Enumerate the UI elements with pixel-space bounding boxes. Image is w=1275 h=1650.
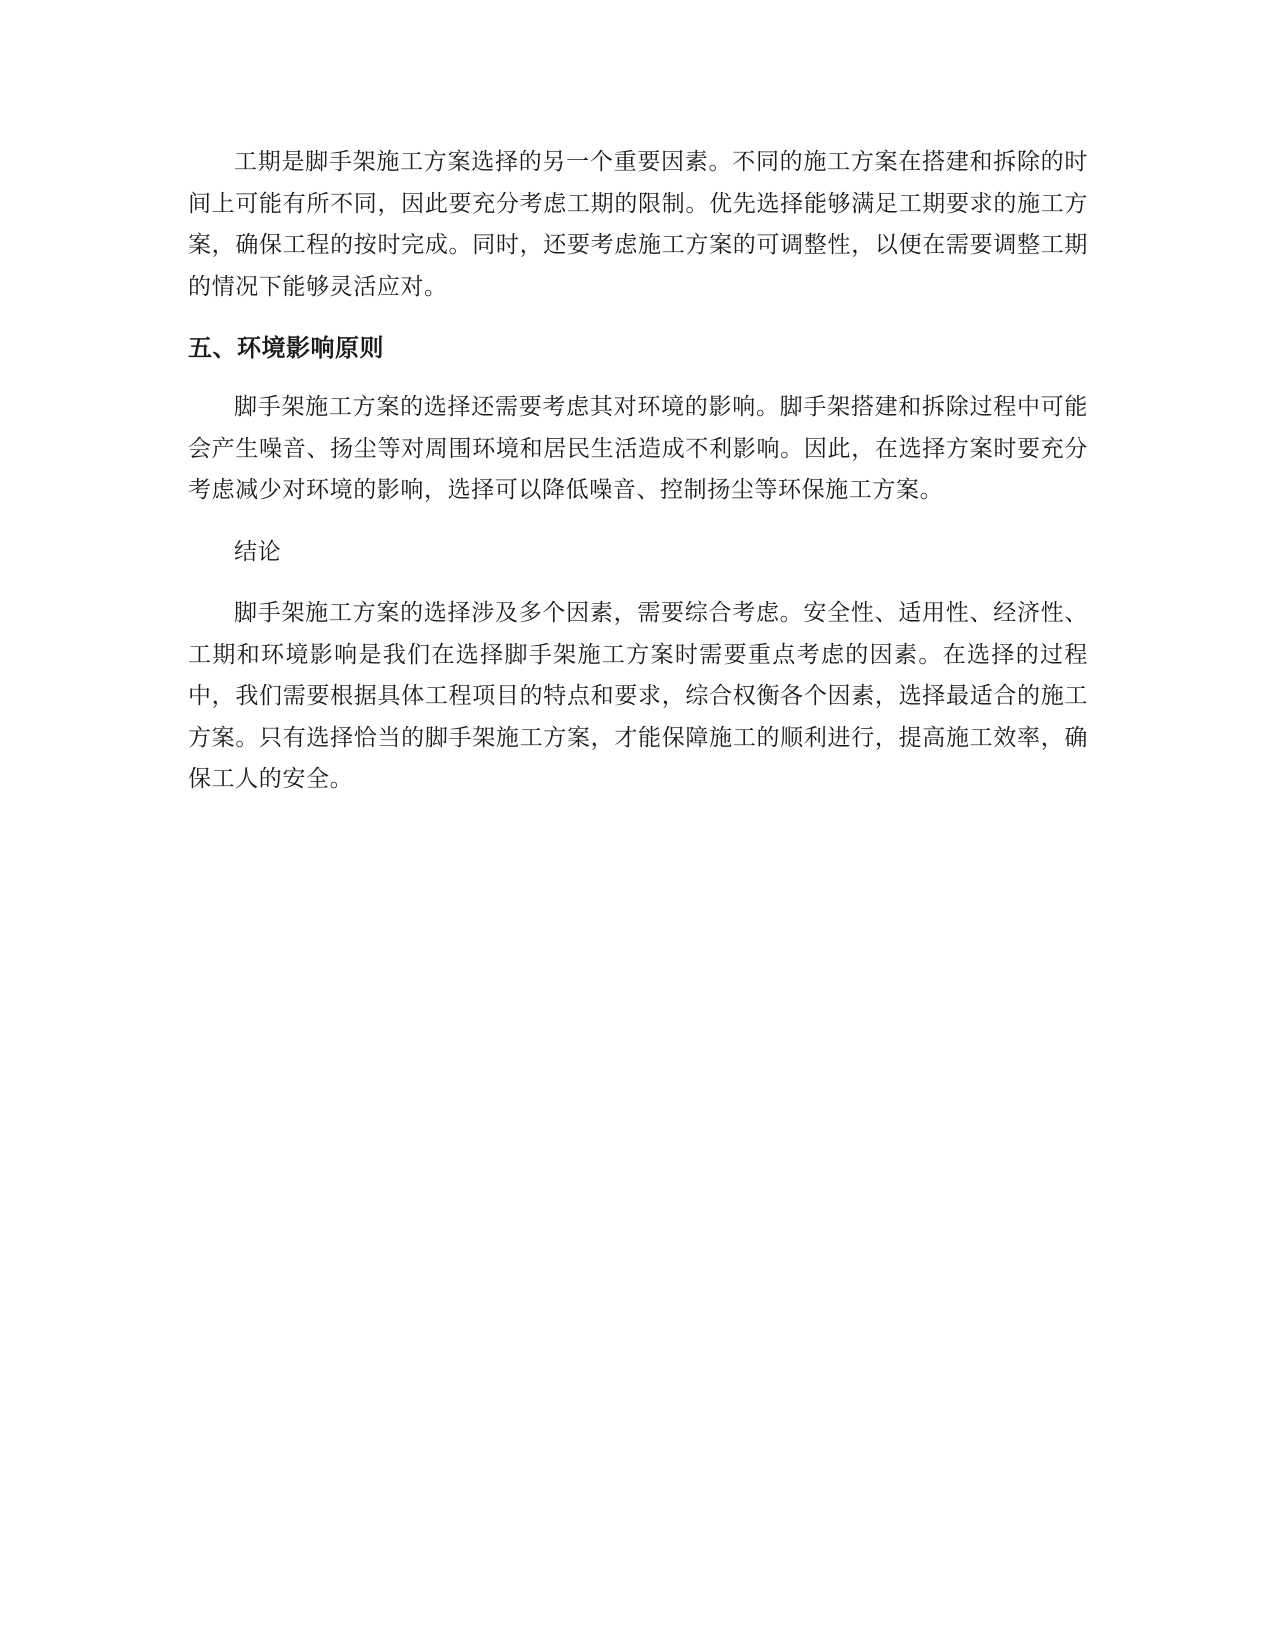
section-heading-environment: 五、环境影响原则 [188, 334, 384, 362]
paragraph-environment: 脚手架施工方案的选择还需要考虑其对环境的影响。脚手架搭建和拆除过程中可能会产生噪音、扬尘等对周围环境和居民生活造成不利影响。因此，在选择方案时要充分考虑减少对环境的影响，选择可以降低噪音、控制扬尘等环保施工方案。 [188, 394, 1088, 503]
paragraph-conclusion: 脚手架施工方案的选择涉及多个因素，需要综合考虑。安全性、适用性、经济性、工期和环境影响是我们在选择脚手架施工方案时需要重点考虑的因素。在选择的过程中，我们需要根据具体工程项目的特点和要求，综合权衡各个因素，选择最适合的施工方案。只有选择恰当的脚手架施工方案，才能保障施工的顺利进行，提高施工效率，确保工人的安全。 [188, 600, 1088, 792]
document-page [188, 142, 1088, 801]
paragraph-schedule: 工期是脚手架施工方案选择的另一个重要因素。不同的施工方案在搭建和拆除的时间上可能有所不同，因此要充分考虑工期的限制。优先选择能够满足工期要求的施工方案，确保工程的按时完成。同时，还要考虑施工方案的可调整性，以便在需要调整工期的情况下能够灵活应对。 [188, 149, 1088, 300]
conclusion-heading: 结论 [234, 538, 282, 565]
